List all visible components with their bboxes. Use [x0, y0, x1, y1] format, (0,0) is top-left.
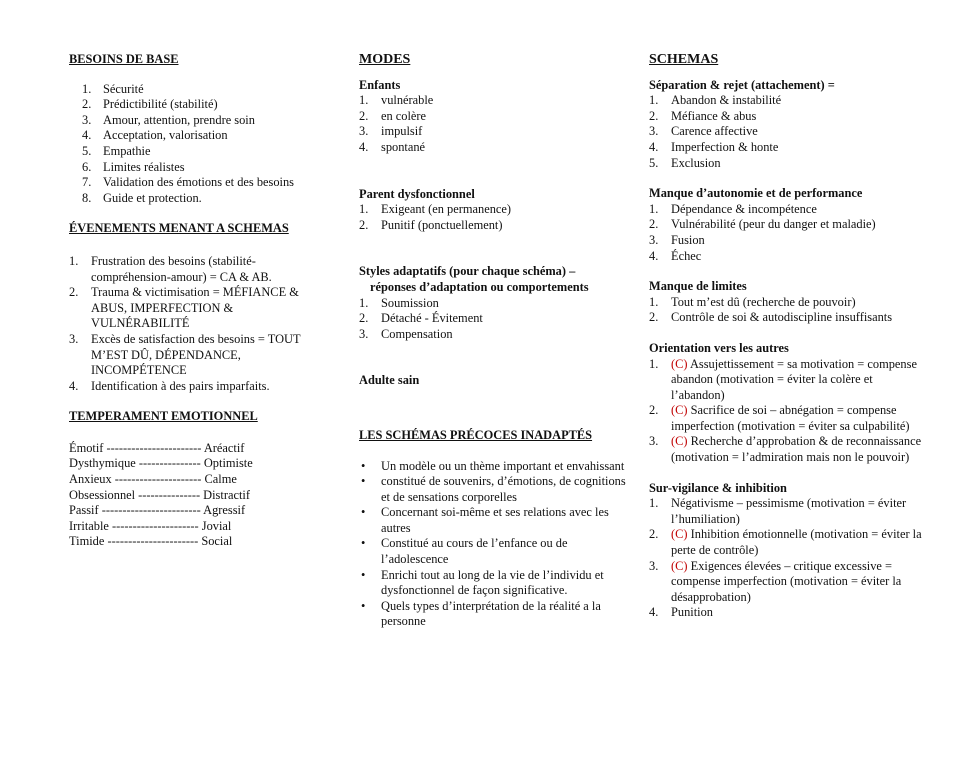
- precoce-item: [359, 599, 629, 630]
- list-number: 3.: [649, 558, 659, 573]
- list-item-text: Constitué au cours de l’enfance ou de l’adolescence: [381, 536, 568, 567]
- evenements-title: ÉVENEMENTS MENANT A SCHEMAS: [69, 221, 289, 236]
- list-number: 2.: [359, 311, 369, 326]
- list-number: 2.: [649, 217, 659, 232]
- list-item-text: Inhibition émotionnelle (motivation = éviter la perte de contrôle): [671, 527, 922, 558]
- style-item: [359, 296, 629, 312]
- list-item-text: spontané: [381, 139, 426, 154]
- enfant-mode-item: [359, 109, 629, 125]
- bullet-marker: •: [361, 458, 366, 473]
- list-number: 2.: [649, 403, 659, 418]
- list-item-text: Détaché - Évitement: [381, 311, 483, 326]
- column-left: [69, 52, 334, 550]
- list-item-text: Carence affective: [671, 124, 758, 139]
- list-item-text: Échec: [671, 248, 702, 263]
- precoces-title: LES SCHÉMAS PRÉCOCES INADAPTÉS: [359, 427, 593, 442]
- list-number: 1.: [649, 496, 659, 511]
- schema-item: [649, 295, 924, 311]
- list-item-text: Contrôle de soi & autodiscipline insuffisants: [671, 310, 893, 325]
- besoin-item: [82, 113, 334, 129]
- parent-mode-item: [359, 202, 629, 218]
- schema-item: [649, 202, 924, 218]
- list-item-text: en colère: [381, 108, 427, 123]
- list-number: 8.: [82, 190, 92, 205]
- bullet-marker: •: [361, 598, 366, 613]
- list-number: 1.: [359, 202, 369, 217]
- temperament-row: Émotif ----------------------- Aréactif: [69, 440, 245, 455]
- autonomie-list: [649, 202, 924, 264]
- list-item-text: Prédictibilité (stabilité): [103, 97, 218, 112]
- list-item-text: Quels types d’interprétation de la réalité a la personne: [381, 598, 601, 629]
- schema-item: [649, 109, 924, 125]
- schema-item: [649, 249, 924, 265]
- list-item-text: Excès de satisfaction des besoins = TOUT M’EST DÛ, DÉPENDANCE, INCOMPÉTENCE: [91, 331, 301, 378]
- enfants-list: [359, 93, 629, 155]
- column-right: [649, 52, 924, 621]
- list-number: 3.: [82, 112, 92, 127]
- temperament-row: Passif ------------------------ Agressif: [69, 503, 246, 518]
- list-item-text: Limites réalistes: [103, 159, 185, 174]
- evenement-item: [69, 254, 334, 285]
- compensation-marker: (C): [671, 434, 688, 449]
- schema-item: [649, 496, 924, 527]
- list-number: 1.: [82, 81, 92, 96]
- limites-list: [649, 295, 924, 326]
- enfant-mode-item: [359, 124, 629, 140]
- list-number: 3.: [649, 434, 659, 449]
- besoins-list: [82, 82, 334, 207]
- schema-item: [649, 217, 924, 233]
- evenement-item: [69, 285, 334, 332]
- list-number: 2.: [649, 527, 659, 542]
- schema-item: [649, 434, 924, 465]
- schema-item: [649, 527, 924, 558]
- list-item-text: Sécurité: [103, 81, 144, 96]
- bullet-marker: •: [361, 474, 366, 489]
- bullet-marker: •: [361, 536, 366, 551]
- precoce-item: [359, 568, 629, 599]
- list-number: 1.: [649, 201, 659, 216]
- temperament-row: Irritable --------------------- Jovial: [69, 518, 232, 533]
- schema-item: [649, 233, 924, 249]
- compensation-marker: (C): [671, 356, 688, 371]
- list-item-text: Concernant soi-même et ses relations avec les autres: [381, 505, 609, 535]
- list-item-text: Négativisme – pessimisme (motivation = éviter l’humiliation): [671, 496, 907, 526]
- compensation-marker: (C): [671, 403, 688, 418]
- enfant-mode-item: [359, 93, 629, 109]
- list-number: 3.: [359, 124, 369, 139]
- evenements-list: [69, 254, 334, 394]
- list-item-text: Enrichi tout au long de la vie de l’individu et dysfonctionnel de façon significative.: [381, 567, 604, 598]
- compensation-marker: (C): [671, 558, 688, 573]
- list-item-text: Empathie: [103, 143, 151, 158]
- list-item-text: Validation des émotions et des besoins: [103, 175, 294, 190]
- temperament-row: Obsessionnel --------------- Distractif: [69, 487, 250, 502]
- list-number: 4.: [69, 378, 79, 393]
- list-number: 1.: [649, 294, 659, 309]
- list-number: 3.: [69, 331, 79, 346]
- style-item: [359, 327, 629, 343]
- styles-list: [359, 296, 629, 343]
- schema-item: [649, 559, 924, 606]
- list-item-text: Recherche d’approbation & de reconnaissance (motivation = l’admiration mais non le pouvoir): [671, 434, 922, 465]
- list-number: 4.: [649, 248, 659, 263]
- schema-item: [649, 124, 924, 140]
- orientation-list: [649, 357, 924, 466]
- separation-list: [649, 93, 924, 171]
- list-number: 3.: [649, 232, 659, 247]
- bullet-marker: •: [361, 505, 366, 520]
- autonomie-title: Manque d’autonomie et de performance: [649, 186, 863, 201]
- list-number: 2.: [649, 310, 659, 325]
- temperament-title: TEMPERAMENT EMOTIONNEL: [69, 409, 258, 424]
- list-item-text: Méfiance & abus: [671, 108, 757, 123]
- adulte-sain: Adulte sain: [359, 373, 420, 388]
- besoin-item: [82, 175, 334, 191]
- list-item-text: Vulnérabilité (peur du danger et maladie): [671, 217, 876, 232]
- list-item-text: Identification à des pairs imparfaits.: [91, 378, 270, 393]
- schema-item: [649, 357, 924, 404]
- schemas-title: SCHEMAS: [649, 52, 719, 67]
- schema-item: [649, 605, 924, 621]
- style-item: [359, 311, 629, 327]
- list-item-text: Punition: [671, 605, 713, 620]
- schema-item: [649, 140, 924, 156]
- schema-item: [649, 93, 924, 109]
- survigilance-list: [649, 496, 924, 621]
- compensation-marker: (C): [671, 527, 688, 542]
- list-number: 2.: [359, 217, 369, 232]
- list-item-text: Abandon & instabilité: [671, 93, 782, 108]
- precoce-item: [359, 459, 629, 475]
- orientation-title: Orientation vers les autres: [649, 340, 789, 355]
- survigilance-title: Sur-vigilance & inhibition: [649, 480, 787, 495]
- list-item-text: constitué de souvenirs, d’émotions, de cognitions et de sensations corporelles: [381, 474, 626, 504]
- precoce-item: [359, 505, 629, 536]
- parent-mode-item: [359, 218, 629, 234]
- list-item-text: Fusion: [671, 232, 705, 247]
- list-item-text: Exigences élevées – critique excessive = compense imperfection (motivation = éviter la désapprobation): [671, 558, 902, 604]
- list-number: 1.: [359, 295, 369, 310]
- besoins-title: BESOINS DE BASE: [69, 52, 179, 66]
- besoin-item: [82, 191, 334, 207]
- list-number: 2.: [649, 108, 659, 123]
- list-number: 7.: [82, 175, 92, 190]
- list-item-text: Sacrifice de soi – abnégation = compense imperfection (motivation = éviter sa culpabilité): [671, 403, 910, 433]
- separation-title: Séparation & rejet (attachement) =: [649, 77, 835, 92]
- list-item-text: impulsif: [381, 124, 423, 139]
- list-item-text: Un modèle ou un thème important et envahissant: [381, 458, 625, 473]
- list-item-text: Guide et protection.: [103, 190, 202, 205]
- parent-title: Parent dysfonctionnel: [359, 186, 475, 201]
- besoin-item: [82, 144, 334, 160]
- temperament-row: Anxieux --------------------- Calme: [69, 472, 237, 487]
- precoce-item: [359, 474, 629, 505]
- evenement-item: [69, 332, 334, 379]
- list-number: 1.: [649, 356, 659, 371]
- limites-title: Manque de limites: [649, 279, 747, 294]
- besoin-item: [82, 128, 334, 144]
- precoce-item: [359, 536, 629, 567]
- list-item-text: Trauma & victimisation = MÉFIANCE & ABUS, IMPERFECTION & VULNÉRABILITÉ: [91, 285, 299, 331]
- list-item-text: Frustration des besoins (stabilité-compréhension-amour) = CA & AB.: [91, 253, 272, 284]
- list-number: 4.: [649, 139, 659, 154]
- enfant-mode-item: [359, 140, 629, 156]
- list-item-text: Dépendance & incompétence: [671, 201, 817, 216]
- bullet-marker: •: [361, 567, 366, 582]
- temperament-row: Dysthymique --------------- Optimiste: [69, 456, 253, 471]
- list-number: 4.: [82, 128, 92, 143]
- besoin-item: [82, 82, 334, 98]
- list-number: 3.: [649, 124, 659, 139]
- list-number: 4.: [359, 139, 369, 154]
- list-number: 2.: [69, 285, 79, 300]
- besoin-item: [82, 160, 334, 176]
- list-item-text: Exclusion: [671, 155, 721, 170]
- list-number: 5.: [649, 155, 659, 170]
- list-number: 1.: [359, 93, 369, 108]
- list-number: 1.: [649, 93, 659, 108]
- precoces-list: [359, 459, 629, 631]
- list-number: 2.: [359, 108, 369, 123]
- list-item-text: Exigeant (en permanence): [381, 202, 512, 217]
- schema-item: [649, 156, 924, 172]
- list-number: 5.: [82, 143, 92, 158]
- styles-title-line1: Styles adaptatifs (pour chaque schéma) –: [359, 264, 576, 279]
- temperament-row: Timide ---------------------- Social: [69, 534, 233, 549]
- list-item-text: Compensation: [381, 326, 453, 341]
- enfants-title: Enfants: [359, 77, 401, 92]
- list-item-text: Acceptation, valorisation: [103, 128, 228, 143]
- schema-item: [649, 403, 924, 434]
- list-number: 1.: [69, 253, 79, 268]
- list-number: 3.: [359, 326, 369, 341]
- list-item-text: vulnérable: [381, 93, 434, 108]
- list-number: 6.: [82, 159, 92, 174]
- list-number: 2.: [82, 97, 92, 112]
- list-item-text: Imperfection & honte: [671, 139, 779, 154]
- modes-title: MODES: [359, 52, 411, 67]
- besoin-item: [82, 97, 334, 113]
- list-item-text: Punitif (ponctuellement): [381, 217, 503, 232]
- list-item-text: Soumission: [381, 295, 439, 310]
- list-item-text: Tout m’est dû (recherche de pouvoir): [671, 294, 856, 309]
- list-item-text: Amour, attention, prendre soin: [103, 112, 255, 127]
- schema-item: [649, 310, 924, 326]
- temperament-list: [69, 441, 334, 550]
- parent-list: [359, 202, 629, 233]
- column-middle: [359, 52, 629, 630]
- list-item-text: Assujettissement = sa motivation = compense abandon (motivation = éviter la colère et l’abandon): [671, 356, 917, 402]
- evenement-item: [69, 379, 334, 395]
- styles-title-line2: réponses d’adaptation ou comportements: [370, 279, 589, 294]
- list-number: 4.: [649, 605, 659, 620]
